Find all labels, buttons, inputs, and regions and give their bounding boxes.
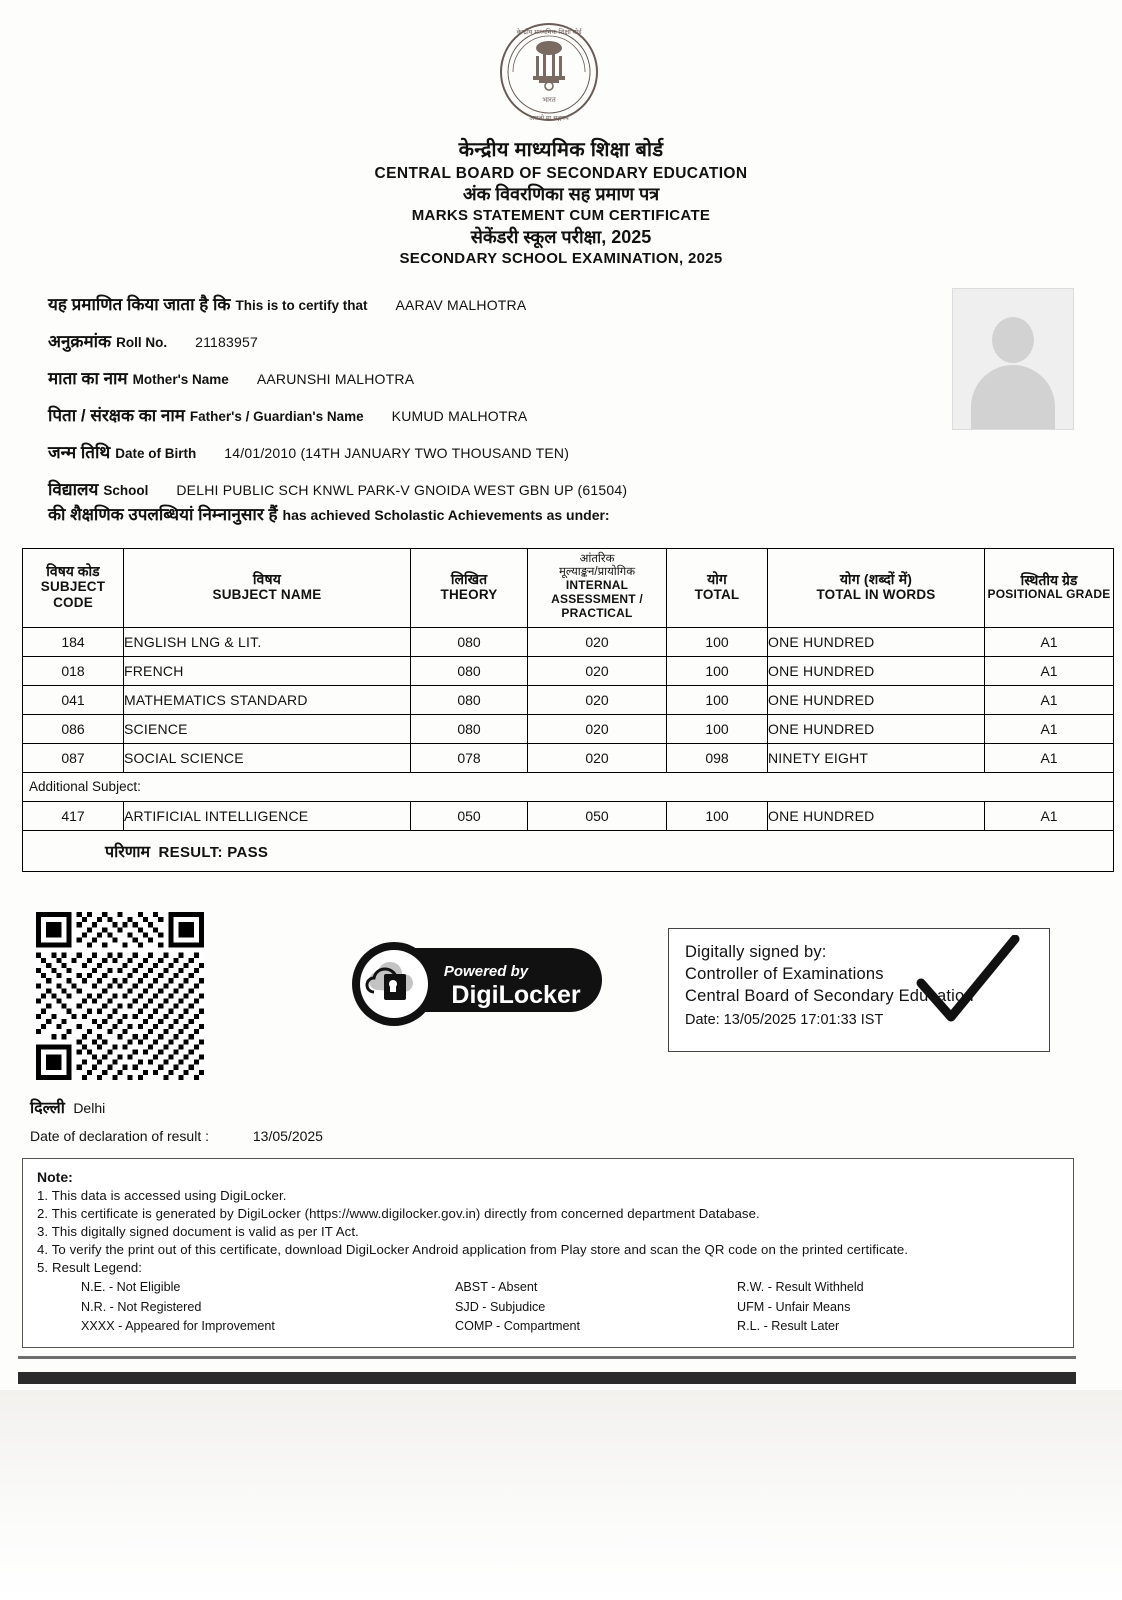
cell-total: 100 xyxy=(667,801,768,830)
legend-item: SJD - Subjudice xyxy=(455,1299,546,1314)
cell-grade: A1 xyxy=(985,627,1114,656)
declaration-date-row xyxy=(30,1128,323,1144)
dob-label-hindi: जन्म तिथि xyxy=(48,443,111,462)
header-total-words xyxy=(768,549,985,628)
signature-line-1: Digitally signed by: xyxy=(685,943,827,961)
table-row xyxy=(23,685,1114,714)
digilocker-powered-by: Powered by xyxy=(443,963,529,980)
school-value: DELHI PUBLIC SCH KNWL PARK-V GNOIDA WEST GBN UP (61504) xyxy=(176,482,628,498)
additional-subject-label: Additional Subject: xyxy=(23,772,1114,801)
table-row xyxy=(23,743,1114,772)
cell-subject-name: SOCIAL SCIENCE xyxy=(124,743,411,772)
cell-total-words: ONE HUNDRED xyxy=(768,627,985,656)
cell-total: 100 xyxy=(667,714,768,743)
note-item: 4. To verify the print out of this certificate, download DigiLocker Android application from Play store and scan the QR code on the printed certificate. xyxy=(37,1242,909,1257)
qr-code xyxy=(36,912,204,1080)
cell-subject-code: 087 xyxy=(23,743,124,772)
cell-subject-name: MATHEMATICS STANDARD xyxy=(124,685,411,714)
legend-item: XXXX - Appeared for Improvement xyxy=(81,1319,275,1334)
cell-internal: 020 xyxy=(528,656,667,685)
additional-subject-label-row xyxy=(23,772,1114,801)
cell-grade: A1 xyxy=(985,743,1114,772)
cell-total-words: ONE HUNDRED xyxy=(768,714,985,743)
table-row xyxy=(23,656,1114,685)
candidate-details xyxy=(48,292,928,514)
header-total xyxy=(667,549,768,628)
cell-theory: 050 xyxy=(411,801,528,830)
dob-row xyxy=(48,440,928,463)
roll-label-hindi: अनुक्रमांक xyxy=(48,332,112,351)
header-subject-code-english: SUBJECT CODE xyxy=(40,579,106,610)
note-box xyxy=(22,1158,1074,1348)
cell-total-words: NINETY EIGHT xyxy=(768,743,985,772)
svg-text:केन्द्रीय माध्यमिक शिक्षा बोर्: केन्द्रीय माध्यमिक शिक्षा बोर्ड xyxy=(516,29,582,36)
legend-column-1 xyxy=(81,1278,275,1337)
achievement-english: has achieved Scholastic Achievements as under: xyxy=(282,507,610,523)
photo-body-shape xyxy=(971,365,1055,429)
board-name-english: CENTRAL BOARD OF SECONDARY EDUCATION xyxy=(374,164,748,182)
dob-label-english: Date of Birth xyxy=(115,446,197,461)
father-label-hindi: पिता / संरक्षक का नाम xyxy=(48,406,185,425)
header-subject-code xyxy=(23,549,124,628)
result-value: RESULT: PASS xyxy=(158,843,269,861)
school-label-english: School xyxy=(103,483,149,498)
cell-subject-name: ARTIFICIAL INTELLIGENCE xyxy=(124,801,411,830)
cell-grade: A1 xyxy=(985,656,1114,685)
cell-total-words: ONE HUNDRED xyxy=(768,656,985,685)
declaration-value: 13/05/2025 xyxy=(252,1128,323,1144)
table-header-row xyxy=(23,549,1114,628)
dob-value: 14/01/2010 (14TH JANUARY TWO THOUSAND TEN) xyxy=(224,445,570,461)
digilocker-brand: DigiLocker xyxy=(451,981,581,1009)
cell-total: 100 xyxy=(667,685,768,714)
school-row xyxy=(48,477,928,500)
header-total-words-english: TOTAL IN WORDS xyxy=(816,587,936,603)
marks-table xyxy=(22,548,1114,872)
achievement-hindi: की शैक्षणिक उपलब्धियां निम्नानुसार हैं xyxy=(48,505,278,524)
place-of-issue xyxy=(30,1096,105,1118)
cell-theory: 080 xyxy=(411,656,528,685)
cell-internal: 020 xyxy=(528,685,667,714)
cell-total: 100 xyxy=(667,627,768,656)
table-row xyxy=(23,801,1114,830)
certify-label-hindi: यह प्रमाणित किया जाता है कि xyxy=(48,295,231,314)
header-internal-english: INTERNAL ASSESSMENT / PRACTICAL xyxy=(551,578,643,621)
mother-label-hindi: माता का नाम xyxy=(48,369,128,388)
legend-item: N.E. - Not Eligible xyxy=(81,1280,181,1294)
father-row xyxy=(48,403,928,426)
cell-grade: A1 xyxy=(985,801,1114,830)
header-internal-hindi-2: मूल्याङ्कन/प्रायोगिक xyxy=(558,566,636,579)
scan-artifact-bar xyxy=(18,1372,1076,1384)
cell-subject-code: 041 xyxy=(23,685,124,714)
cell-subject-code: 086 xyxy=(23,714,124,743)
cell-subject-code: 417 xyxy=(23,801,124,830)
place-hindi: दिल्ली xyxy=(30,1100,65,1117)
achievement-statement xyxy=(48,502,610,525)
cell-theory: 080 xyxy=(411,714,528,743)
candidate-photo xyxy=(952,288,1074,430)
cell-theory: 080 xyxy=(411,685,528,714)
legend-item: R.W. - Result Withheld xyxy=(737,1280,864,1294)
header-subject-code-hindi: विषय कोड xyxy=(46,563,100,580)
cell-internal: 020 xyxy=(528,714,667,743)
father-name-value: KUMUD MALHOTRA xyxy=(391,408,528,424)
note-item: 5. Result Legend: xyxy=(37,1260,143,1275)
cell-subject-code: 018 xyxy=(23,656,124,685)
cell-total-words: ONE HUNDRED xyxy=(768,685,985,714)
header-subject-name-english: SUBJECT NAME xyxy=(212,587,322,603)
digilocker-badge xyxy=(338,940,610,1028)
header-theory-hindi: लिखित xyxy=(450,571,488,588)
legend-item: N.R. - Not Registered xyxy=(81,1299,202,1314)
cell-theory: 080 xyxy=(411,627,528,656)
exam-name-english: SECONDARY SCHOOL EXAMINATION, 2025 xyxy=(399,249,723,267)
cell-internal: 020 xyxy=(528,743,667,772)
header-theory-english: THEORY xyxy=(440,587,498,603)
mother-label-english: Mother's Name xyxy=(132,372,229,387)
exam-name-hindi: सेकेंडरी स्कूल परीक्षा, 2025 xyxy=(470,226,652,247)
header-subject-name xyxy=(124,549,411,628)
svg-text:असतो मा सद्गमय: असतो मा सद्गमय xyxy=(529,115,569,122)
header-grade xyxy=(985,549,1114,628)
cell-grade: A1 xyxy=(985,685,1114,714)
cell-subject-name: FRENCH xyxy=(124,656,411,685)
candidate-name-value: AARAV MALHOTRA xyxy=(395,297,527,313)
note-title: Note: xyxy=(37,1169,73,1185)
board-name-hindi: केन्द्रीय माध्यमिक शिक्षा बोर्ड xyxy=(458,139,664,161)
cell-subject-name: SCIENCE xyxy=(124,714,411,743)
header-internal-hindi: आंतरिक xyxy=(579,553,615,565)
checkmark-icon xyxy=(913,935,1023,1027)
header-total-english: TOTAL xyxy=(694,587,740,603)
cell-total: 098 xyxy=(667,743,768,772)
cell-grade: A1 xyxy=(985,714,1114,743)
legend-item: ABST - Absent xyxy=(455,1280,538,1294)
table-row xyxy=(23,714,1114,743)
place-english: Delhi xyxy=(73,1100,106,1116)
cell-internal: 020 xyxy=(528,627,667,656)
scan-artifact-smudge xyxy=(0,1390,1122,1600)
header-grade-english: POSITIONAL GRADE xyxy=(987,587,1111,602)
header-internal xyxy=(528,549,667,628)
result-row xyxy=(23,830,1114,871)
note-item: 2. This certificate is generated by DigiLocker (https://www.digilocker.gov.in) directly from concerned department Database. xyxy=(37,1206,760,1221)
cell-total-words: ONE HUNDRED xyxy=(768,801,985,830)
document-title-english: MARKS STATEMENT CUM CERTIFICATE xyxy=(411,207,711,225)
signature-line-3: Central Board of Secondary Education xyxy=(685,987,974,1005)
legend-column-2 xyxy=(455,1278,580,1337)
header-grade-hindi: स्थितीय ग्रेड xyxy=(1020,571,1078,588)
header-total-hindi: योग xyxy=(707,571,727,588)
legend-column-3 xyxy=(737,1278,864,1337)
roll-label-english: Roll No. xyxy=(116,335,168,350)
mother-row xyxy=(48,366,928,389)
digital-signature-box xyxy=(668,928,1050,1052)
header-theory xyxy=(411,549,528,628)
declaration-label: Date of declaration of result : xyxy=(30,1128,209,1144)
roll-number-value: 21183957 xyxy=(195,334,258,350)
signature-date: Date: 13/05/2025 17:01:33 IST xyxy=(685,1012,884,1028)
cell-subject-name: ENGLISH LNG & LIT. xyxy=(124,627,411,656)
note-item: 3. This digitally signed document is valid as per IT Act. xyxy=(37,1224,359,1239)
photo-head-shape xyxy=(992,317,1034,363)
cell-internal: 050 xyxy=(528,801,667,830)
signature-line-2: Controller of Examinations xyxy=(685,965,884,983)
result-label-hindi: परिणाम xyxy=(105,843,151,861)
father-label-english: Father's / Guardian's Name xyxy=(189,409,364,424)
legend-item: UFM - Unfair Means xyxy=(737,1299,851,1314)
scan-artifact-line xyxy=(18,1356,1076,1359)
certify-row xyxy=(48,292,928,315)
certify-label-english: This is to certify that xyxy=(235,298,368,313)
school-label-hindi: विद्यालय xyxy=(48,480,99,499)
result-legend xyxy=(37,1278,1073,1342)
document-header xyxy=(0,138,1122,268)
table-row xyxy=(23,627,1114,656)
cell-theory: 078 xyxy=(411,743,528,772)
roll-row xyxy=(48,329,928,352)
document-title-hindi: अंक विवरणिका सह प्रमाण पत्र xyxy=(462,184,660,205)
cell-subject-code: 184 xyxy=(23,627,124,656)
header-total-words-hindi: योग (शब्दों में) xyxy=(839,571,913,588)
svg-text:भारत: भारत xyxy=(542,97,556,104)
header-subject-name-hindi: विषय xyxy=(252,571,282,588)
legend-item: R.L. - Result Later xyxy=(737,1319,840,1334)
cell-total: 100 xyxy=(667,656,768,685)
legend-item: COMP - Compartment xyxy=(455,1319,581,1334)
national-emblem-icon xyxy=(495,20,605,135)
mother-name-value: AARUNSHI MALHOTRA xyxy=(256,371,415,387)
note-item: 1. This data is accessed using DigiLocker. xyxy=(37,1188,287,1203)
